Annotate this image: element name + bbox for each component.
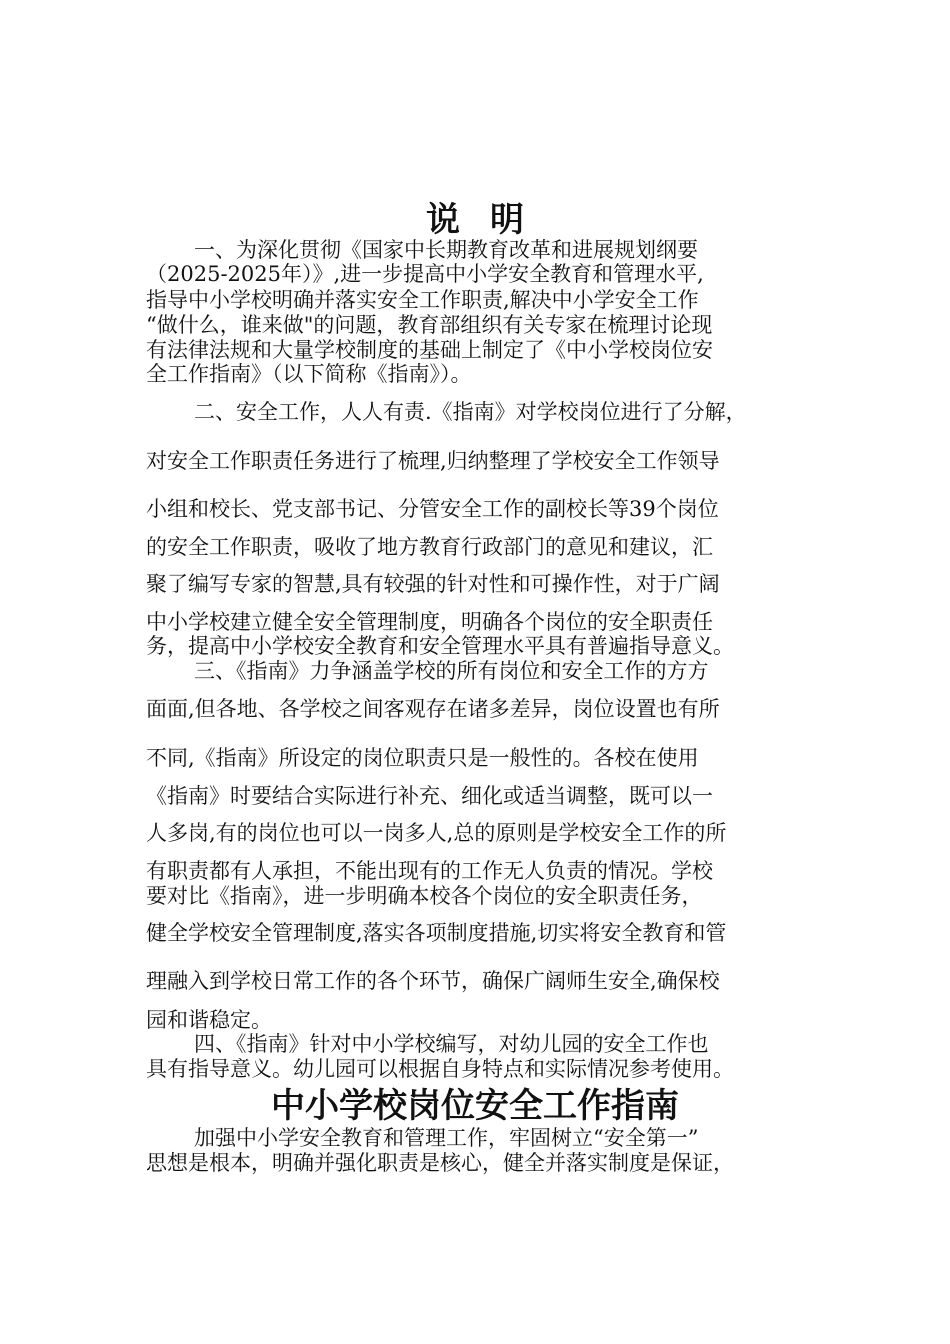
paragraph-1-line: （2025-2025年）》,进一步提高中小学安全教育和管理水平, bbox=[146, 262, 704, 286]
paragraph-1-line: 有法律法规和大量学校制度的基础上制定了《中小学校岗位安 bbox=[146, 338, 713, 362]
paragraph-5-line: 加强中小学安全教育和管理工作，牢固树立“安全第一” bbox=[194, 1126, 699, 1150]
paragraph-2-line: 的安全工作职责，吸收了地方教育行政部门的意见和建议，汇 bbox=[146, 535, 713, 559]
paragraph-2-line: 二、安全工作，人人有责.《指南》对学校岗位进行了分解， bbox=[194, 400, 747, 424]
paragraph-1-line: 全工作指南》（以下简称《指南》）。 bbox=[146, 362, 472, 386]
paragraph-4-line: 具有指导意义。幼儿园可以根据自身特点和实际情况参考使用。 bbox=[146, 1057, 734, 1081]
paragraph-5-line: 思想是根本，明确并强化职责是核心，健全并落实制度是保证， bbox=[146, 1151, 734, 1175]
paragraph-3-line: 有职责都有人承担，不能出现有的工作无人负责的情况。学校 bbox=[146, 859, 713, 883]
paragraph-3-line: 面面,但各地、各学校之间客观存在诸多差异，岗位设置也有所 bbox=[146, 697, 720, 721]
paragraph-3-line: 人多岗,有的岗位也可以一岗多人,总的原则是学校安全工作的所 bbox=[146, 821, 727, 845]
paragraph-2-line: 务，提高中小学校安全教育和安全管理水平具有普遍指导意义。 bbox=[146, 634, 734, 658]
section-title-shuoming: 说明 bbox=[426, 200, 554, 240]
paragraph-1-line: 一、为深化贯彻《国家中长期教育改革和进展规划纲要 bbox=[194, 238, 698, 262]
section-title-zhinan: 中小学校岗位安全工作指南 bbox=[271, 1086, 679, 1126]
paragraph-3-line: 园和谐稳定。 bbox=[146, 1008, 272, 1032]
paragraph-3-line: 健全学校安全管理制度,落实各项制度措施,切实将安全教育和管 bbox=[146, 921, 727, 945]
paragraph-3-line: 不同,《指南》所设定的岗位职责只是一般性的。各校在使用 bbox=[146, 746, 699, 770]
paragraph-2-line: 对安全工作职责任务进行了梳理,归纳整理了学校安全工作领导 bbox=[146, 449, 720, 473]
paragraph-1-line: 指导中小学校明确并落实安全工作职责,解决中小学安全工作 bbox=[146, 288, 699, 312]
paragraph-4-line: 四、《指南》针对中小学校编写，对幼儿园的安全工作也 bbox=[194, 1032, 709, 1056]
paragraph-3-line: 三、《指南》力争涵盖学校的所有岗位和安全工作的方方 bbox=[194, 659, 709, 683]
paragraph-1-line: “做什么，谁来做"的问题，教育部组织有关专家在梳理讨论现 bbox=[146, 313, 713, 337]
paragraph-3-line: 要对比《指南》，进一步明确本校各个岗位的安全职责任务， bbox=[146, 884, 703, 908]
paragraph-2-line: 聚了编写专家的智慧,具有较强的针对性和可操作性，对于广阔 bbox=[146, 572, 720, 596]
paragraph-2-line: 小组和校长、党支部书记、分管安全工作的副校长等39个岗位 bbox=[146, 497, 719, 521]
paragraph-3-line: 《指南》时要结合实际进行补充、细化或适当调整，既可以一 bbox=[146, 784, 713, 808]
paragraph-3-line: 理融入到学校日常工作的各个环节，确保广阔师生安全,确保校 bbox=[146, 969, 720, 993]
paragraph-2-line: 中小学校建立健全安全管理制度，明确各个岗位的安全职责任 bbox=[146, 610, 713, 634]
